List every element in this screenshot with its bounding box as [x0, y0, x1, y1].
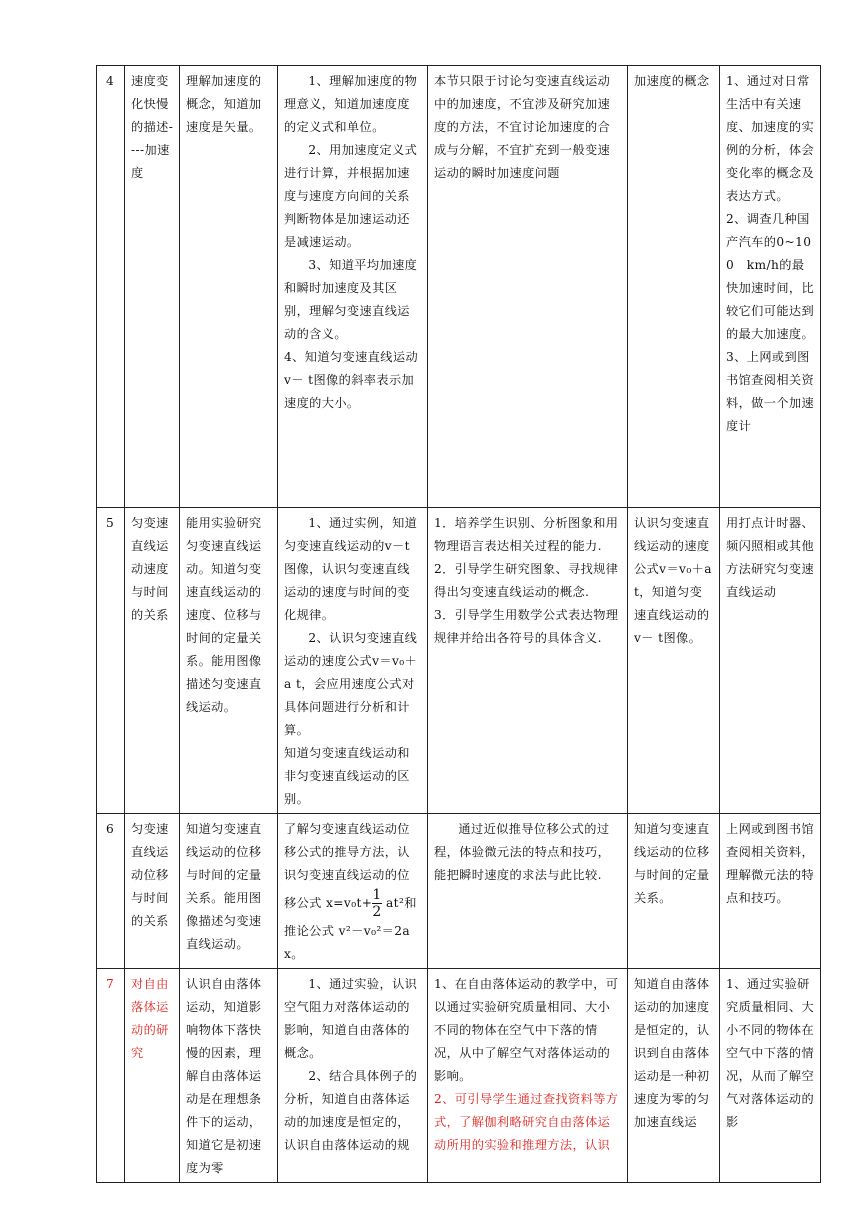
goal-item: 2、认识匀变速直线运动的速度公式v＝v₀＋a t，会应用速度公式对具体问题进行分析和计算。 — [284, 631, 418, 737]
fraction-numerator: 1 — [372, 887, 382, 903]
advice-cell — [428, 508, 628, 814]
goal-item: 1、通过实例，知道匀变速直线运动的v－t图像，认识匀变速直线运动的速度与时间的变化规律。 — [284, 516, 418, 622]
advice-item: 1、在自由落体运动的教学中，可以通过实验研究质量相同、大小不同的物体在空气中下落的情况，从中了解空气对落体运动的影响。 — [434, 977, 619, 1083]
activity-item: 1、通过对日常生活中有关速度、加速度的实例的分析，体会变化率的概念及表达方式。 — [726, 74, 815, 203]
table-row — [97, 508, 821, 814]
advice-cell: 通过近似推导位移公式的过程，体验微元法的特点和技巧，能把瞬时速度的求法与此比较. — [428, 814, 628, 969]
goals-cell — [278, 969, 428, 1183]
advice-cell: 本节只限于讨论匀变速直线运动中的加速度，不宜涉及研究加速度的方法，不宜讨论加速度的合成与分解，不宜扩充到一般变速运动的瞬时加速度问题 — [428, 66, 628, 508]
goal-item: 3、知道平均加速度和瞬时加速度及其区别，理解匀变速直线运动的含义。 — [284, 258, 418, 341]
activities-cell: 1、通过实验研究质量相同、大小不同的物体在空气中下落的情况，从而了解空气对落体运动的影 — [720, 969, 821, 1183]
activities-cell — [720, 66, 821, 508]
key-point-cell: 知道匀变速直线运动的位移与时间的定量关系。 — [628, 814, 720, 969]
table-row — [97, 814, 821, 969]
table-row — [97, 969, 821, 1183]
advice-item: 3．引导学生用数学公式表达物理规律并给出各符号的具体含义. — [434, 608, 619, 645]
goal-item: 4、知道匀变速直线运动v－ t图像的斜率表示加速度的大小。 — [284, 350, 419, 410]
advice-cell — [428, 969, 628, 1183]
key-point-cell: 知道自由落体运动的加速度是恒定的，认识到自由落体运动是一种初速度为零的匀加速直线运 — [628, 969, 720, 1183]
goals-cell — [278, 508, 428, 814]
row-number: 5 — [97, 508, 125, 814]
row-number: 7 — [97, 969, 125, 1183]
goal-text: at²和推论公式 v²－v₀²＝2ax。 — [284, 896, 417, 961]
topic-cell: 对自由落体运动的研究 — [125, 969, 180, 1183]
fraction-one-half — [372, 887, 381, 920]
standard-cell: 理解加速度的概念，知道加速度是矢量。 — [180, 66, 278, 508]
activity-item: 3、上网或到图书馆查阅相关资料，做一个加速度计 — [726, 350, 815, 433]
advice-item: 1．培养学生识别、分析图象和用物理语言表达相关过程的能力. — [434, 516, 619, 553]
goals-cell — [278, 66, 428, 508]
standard-cell: 知道匀变速直线运动的位移与时间的定量关系。能用图像描述匀变速直线运动。 — [180, 814, 278, 969]
row-number: 6 — [97, 814, 125, 969]
goals-cell — [278, 814, 428, 969]
key-point-cell: 加速度的概念 — [628, 66, 720, 508]
activities-cell: 上网或到图书馆查阅相关资料，理解微元法的特点和技巧。 — [720, 814, 821, 969]
topic-cell: 匀变速直线运动位移与时间的关系 — [125, 814, 180, 969]
key-point-cell: 认识匀变速直线运动的速度公式v＝v₀＋a t，知道匀变速直线运动的v－ t图像。 — [628, 508, 720, 814]
activity-item: 2、调查几种国产汽车的0~100 km/h的最快加速时间，比较它们可能达到的最大加速度。 — [726, 212, 815, 341]
table-row — [97, 66, 821, 508]
goal-text: 了解匀变速直线运动位移公式的推导方法，认识匀变速直线运动的位移公式 x=v₀t+ — [284, 822, 410, 910]
goal-item: 1、理解加速度的物理意义，知道加速度度的定义式和单位。 — [284, 74, 418, 134]
topic-cell: 匀变速直线运动速度与时间的关系 — [125, 508, 180, 814]
goal-item: 知道匀变速直线运动和非匀变速直线运动的区别。 — [284, 746, 410, 806]
advice-item-highlighted: 2、可引导学生通过查找资料等方式，了解伽利略研究自由落体运动所用的实验和推理方法，认识 — [434, 1092, 619, 1152]
goal-item: 2、结合具体例子的分析，知道自由落体运动的加速度是恒定的，认识自由落体运动的规 — [284, 1069, 418, 1152]
activities-cell: 用打点计时器、频闪照相或其他方法研究匀变速直线运动 — [720, 508, 821, 814]
standard-cell: 能用实验研究匀变速直线运动。知道匀变速直线运动的速度、位移与时间的定量关系。能用图像描述匀变速直线运动。 — [180, 508, 278, 814]
goal-item: 1、通过实验，认识空气阻力对落体运动的影响，知道自由落体的概念。 — [284, 977, 418, 1060]
advice-item: 2．引导学生研究图象、寻找规律得出匀变速直线运动的概念. — [434, 562, 619, 599]
topic-cell: 速度变化快慢的描述----加速度 — [125, 66, 180, 508]
curriculum-table — [96, 65, 821, 1183]
standard-cell: 认识自由落体运动，知道影响物体下落快慢的因素，理解自由落体运动是在理想条件下的运动，知道它是初速度为零 — [180, 969, 278, 1183]
row-number: 4 — [97, 66, 125, 508]
goal-item: 2、用加速度定义式进行计算，并根据加速度与速度方向间的关系判断物体是加速运动还是减速运动。 — [284, 143, 418, 249]
fraction-denominator: 2 — [372, 904, 382, 920]
